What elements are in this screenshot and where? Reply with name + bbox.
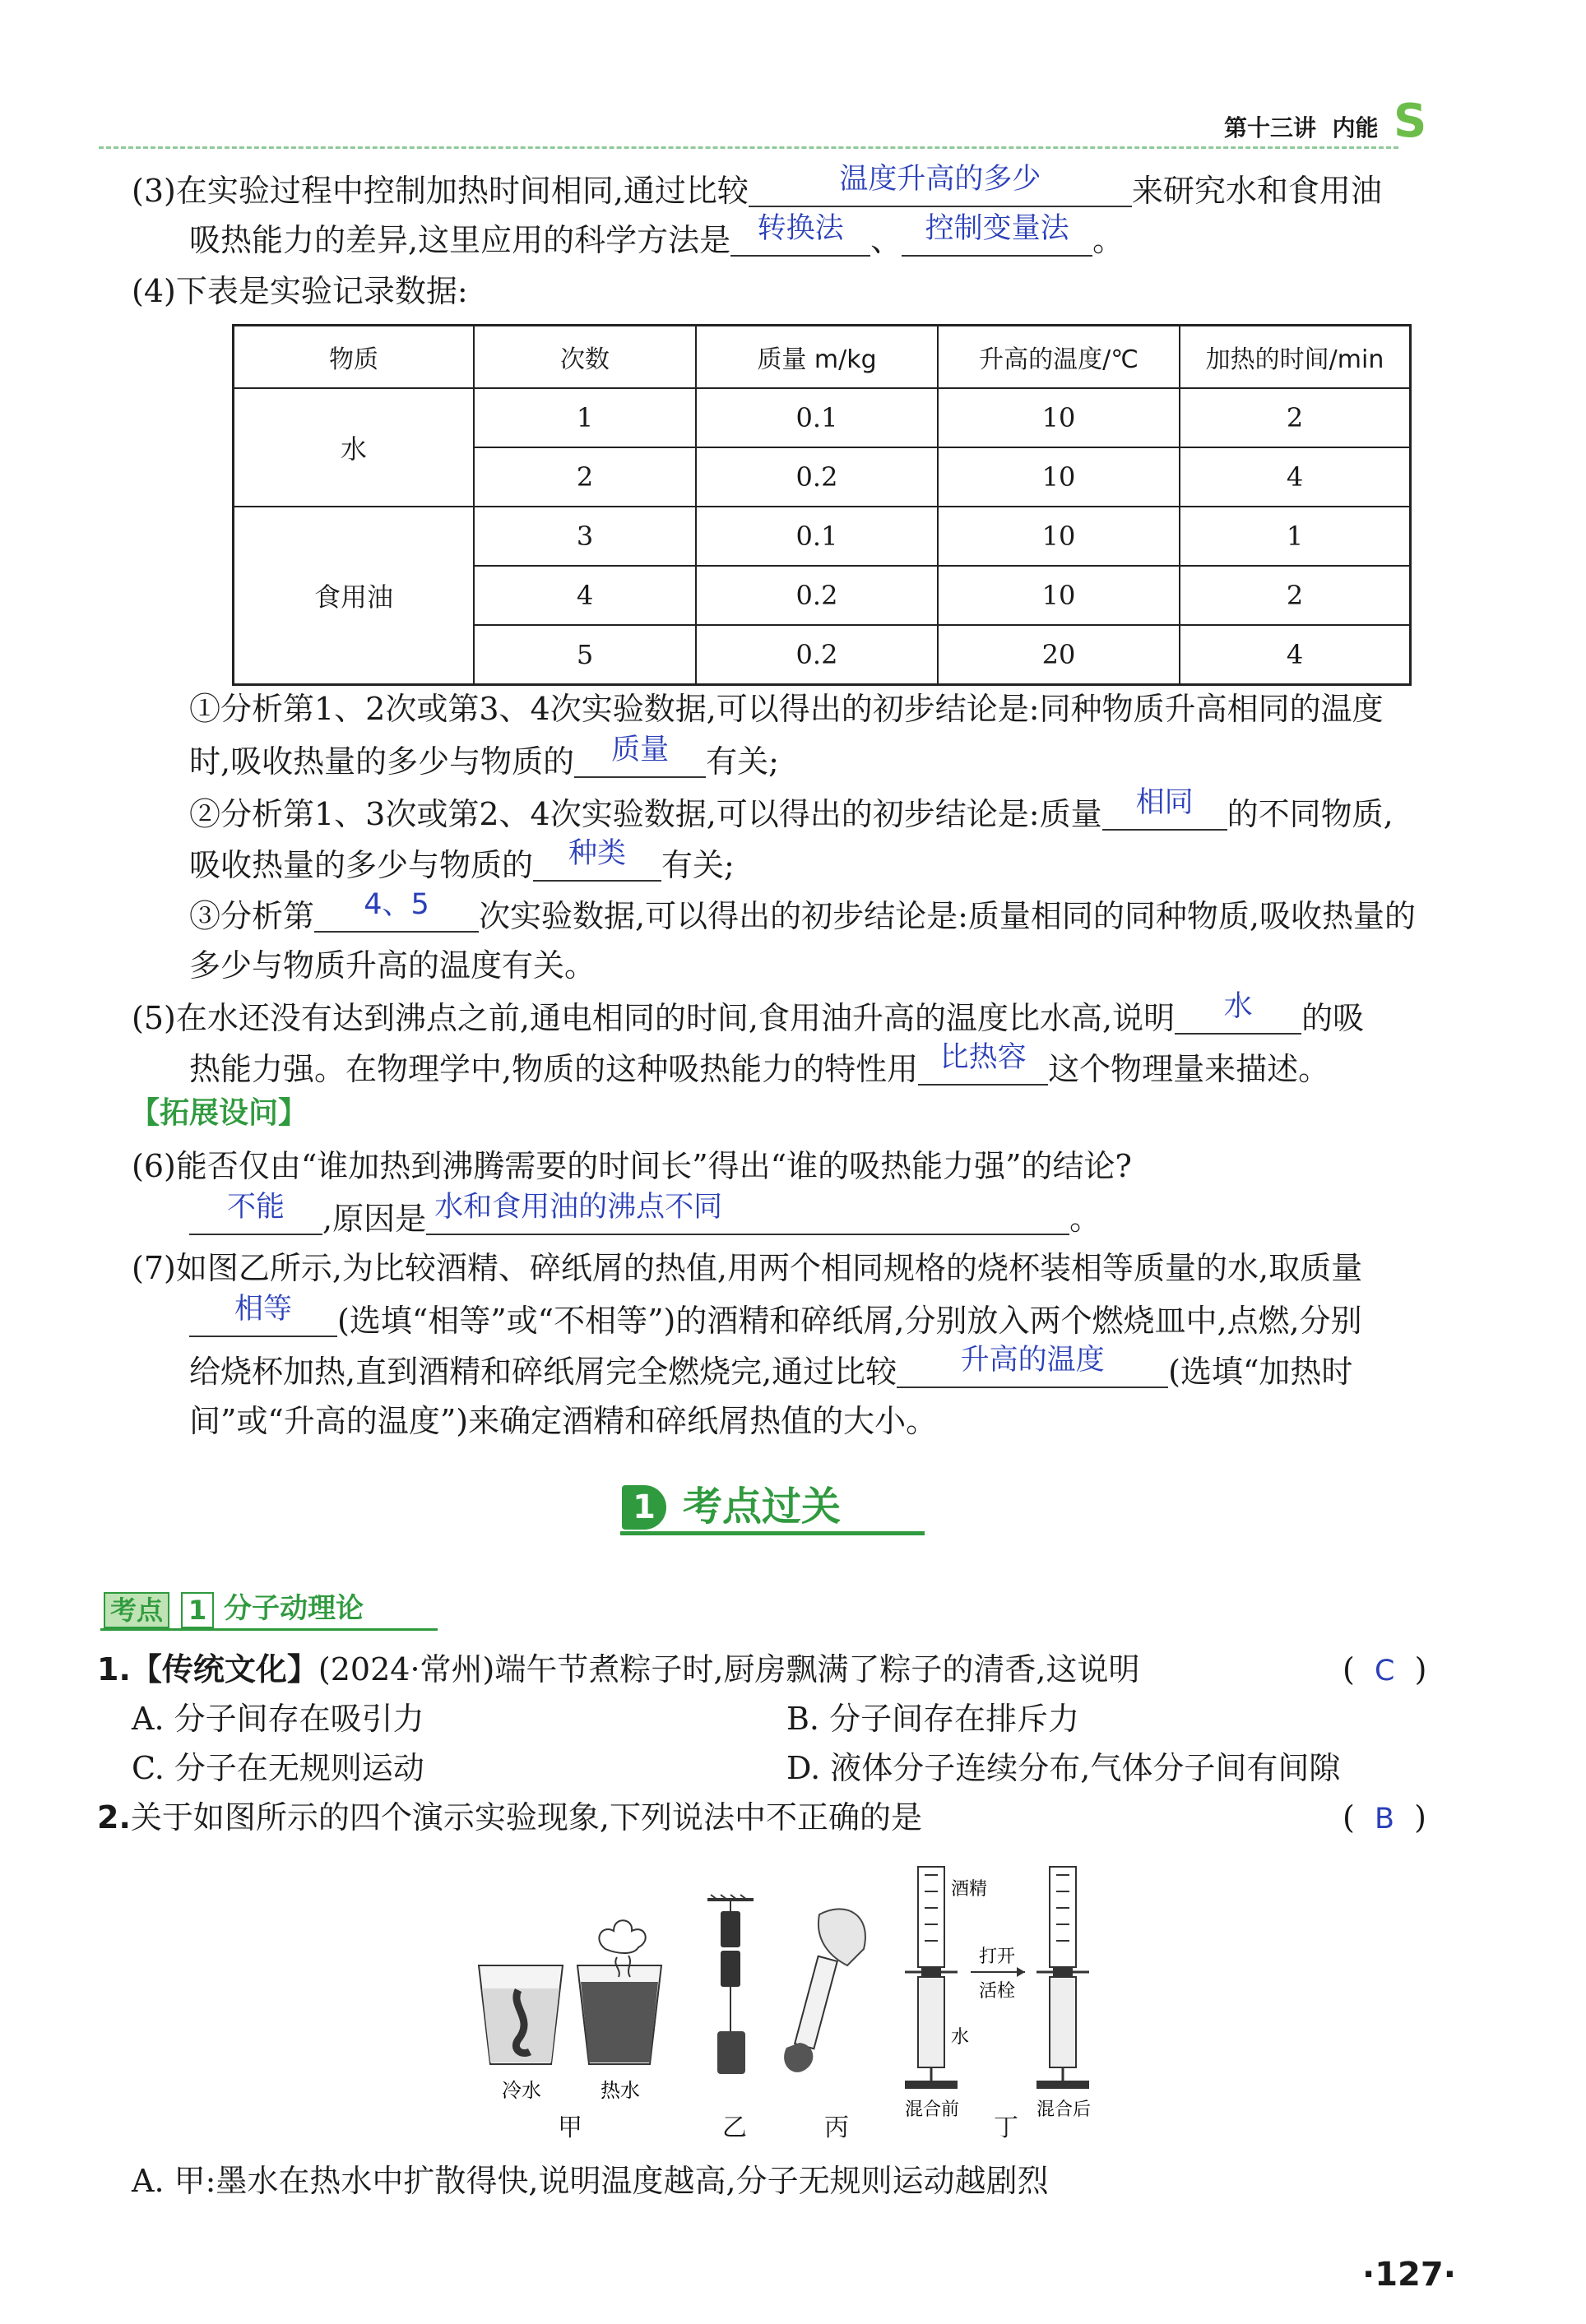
table-cell: 10 (938, 388, 1180, 447)
table-cell: 0.2 (696, 625, 938, 685)
mcq2-answer-bracket: ( B ) (1343, 1799, 1426, 1836)
c2-line2: 吸收热量的多少与物质的 种类 有关; (189, 837, 735, 883)
mcq2-stem: 2.关于如图所示的四个演示实验现象,下列说法中不正确的是 (97, 1799, 922, 1836)
q7-line1: (7)如图乙所示,为比较酒精、碎纸屑的热值,用两个相同规格的烧杯装相等质量的水,取质量 (132, 1250, 1363, 1286)
table-cell: 10 (938, 566, 1180, 625)
table-cell: 0.1 (696, 388, 938, 447)
q3-answer-2: 转换法 (757, 212, 844, 245)
q5-blank-2 (918, 1041, 1048, 1086)
label-open: 打开 (979, 1947, 1016, 1967)
q5-answer-2: 比热容 (939, 1041, 1027, 1074)
table-cell: 0.2 (696, 447, 938, 507)
mcq2-option-a: A. 甲:墨水在热水中扩散得快,说明温度越高,分子无规则运动越剧烈 (132, 2163, 1049, 2199)
mcq1-answer: C (1374, 1655, 1395, 1687)
mcq1-answer-bracket: ( C ) (1343, 1651, 1427, 1687)
table-cell: 4 (1180, 447, 1411, 507)
burette-before (905, 1867, 958, 2089)
table-header: 物质 (234, 326, 475, 389)
table-cell: 1 (1180, 507, 1411, 566)
header-rule (99, 146, 1398, 149)
label-before: 混合前 (905, 2099, 960, 2120)
q5-line1: (5)在水还没有达到沸点之前,通电相同的时间,食用油升高的温度比水高,说明 水 的吸 (132, 990, 1365, 1036)
burette-after (1036, 1867, 1089, 2089)
q3-line2: 吸热能力的差异,这里应用的科学方法是 转换法 、 控制变量法 。 (189, 212, 1125, 258)
chapter-label (1224, 110, 1379, 143)
mcq1-option-b: B. 分子间存在排斥力 (786, 1701, 1080, 1737)
table-cell: 4 (1180, 625, 1411, 685)
section-underline (620, 1531, 925, 1535)
mcq1-stem: 1.【传统文化】(2024·常州)端午节煮粽子时,厨房飘满了粽子的清香,这说明 (97, 1651, 1140, 1687)
table-header: 次数 (474, 326, 696, 389)
q6-line2: 不能 ,原因是 水和食用油的沸点不同 。 (189, 1201, 1101, 1235)
chapter-topic: 内能 (1332, 114, 1379, 141)
c1-answer: 质量 (611, 734, 670, 766)
page-number: ·127· (1362, 2256, 1456, 2294)
table-cell: 4 (474, 566, 696, 625)
q4-intro: (4)下表是实验记录数据: (132, 273, 468, 309)
label-hot-water: 热水 (601, 2079, 640, 2102)
q5-blank-1 (1175, 990, 1301, 1035)
c2-blank-2 (533, 837, 661, 882)
c2-line1: ②分析第1、3次或第2、4次实验数据,可以得出的初步结论是:质量 相同 的不同物质, (189, 786, 1394, 832)
table-cell-substance: 水 (234, 388, 475, 507)
extension-title: 【拓展设问】 (130, 1096, 308, 1130)
q3-answer-3: 控制变量法 (925, 212, 1069, 245)
c2-blank-1 (1102, 786, 1227, 831)
c1-line2: 时,吸收热量的多少与物质的 质量 有关; (189, 734, 779, 780)
q7-line2: 相等 (选填“相等”或“不相等”)的酒精和碎纸屑,分别放入两个燃烧皿中,点燃,分别 (189, 1303, 1362, 1337)
q6-line1: (6)能否仅由“谁加热到沸腾需要的时间长”得出“谁的吸热能力强”的结论? (132, 1148, 1132, 1184)
label-valve: 活栓 (979, 1981, 1016, 2002)
c2-answer-1: 相同 (1135, 786, 1194, 819)
point-number: 1 (181, 1592, 214, 1628)
mcq1-option-d: D. 液体分子连续分布,气体分子间有间隙 (786, 1750, 1341, 1786)
beaker-hot (577, 1920, 661, 2064)
table-cell: 3 (474, 507, 696, 566)
label-after: 混合后 (1036, 2099, 1092, 2120)
table-cell: 10 (938, 447, 1180, 507)
label-alcohol: 酒精 (951, 1879, 988, 1900)
q6-answer-1: 不能 (226, 1191, 285, 1224)
table-cell: 20 (938, 625, 1180, 685)
table-cell: 0.1 (696, 507, 938, 566)
point-label: 考点 (104, 1592, 169, 1628)
q6-answer-2: 水和食用油的沸点不同 (434, 1191, 723, 1224)
table-cell: 2 (1180, 388, 1411, 447)
section-title: 考点过关 (683, 1484, 842, 1530)
table-header: 加热的时间/min (1180, 326, 1411, 389)
lead-blocks (707, 1895, 754, 2074)
caption-yi: 乙 (722, 2113, 747, 2142)
table-row (234, 388, 1411, 447)
table-header: 升高的温度/℃ (938, 326, 1180, 389)
section-icon: 1 (622, 1485, 666, 1530)
section-heading (620, 1480, 925, 1539)
c3-blank (314, 888, 479, 933)
q5-answer-1: 水 (1223, 990, 1253, 1023)
q7-answer-2: 升高的温度 (960, 1344, 1105, 1377)
caption-ding: 丁 (994, 2113, 1018, 2142)
table-row (234, 507, 1411, 566)
point-heading (100, 1587, 438, 1630)
q6-blank-2 (426, 1191, 1069, 1235)
caption-bing: 丙 (824, 2113, 849, 2142)
q3-blank-3 (902, 212, 1092, 257)
experiment-figure (461, 1842, 1135, 2146)
c1-blank (574, 734, 706, 778)
table-header: 质量 m/kg (696, 326, 938, 389)
c3-line1: ③分析第 4、5 次实验数据,可以得出的初步结论是:质量相同的同种物质,吸收热量的 (189, 888, 1416, 934)
mcq2-answer: B (1374, 1803, 1394, 1836)
table-cell: 0.2 (696, 566, 938, 625)
table-cell: 2 (1180, 566, 1411, 625)
table-header-row (234, 326, 1411, 389)
q6-blank-1 (189, 1191, 322, 1235)
table-cell: 5 (474, 625, 696, 685)
c3-line2: 多少与物质升高的温度有关。 (189, 947, 596, 984)
chapter-number: 第十三讲 (1224, 114, 1317, 141)
point-title: 分子动理论 (224, 1592, 364, 1625)
table-cell: 1 (474, 388, 696, 447)
q3-blank-2 (730, 212, 870, 257)
q3-line1: (3)在实验过程中控制加热时间相同,通过比较 温度升高的多少 来研究水和食用油 (132, 163, 1382, 209)
q7-line3: 给烧杯加热,直到酒精和碎纸屑完全燃烧完,通过比较 升高的温度 (选填“加热时 (189, 1344, 1353, 1390)
q7-blank-2 (897, 1344, 1168, 1388)
table-cell-substance: 食用油 (234, 507, 475, 685)
c3-answer: 4、5 (364, 888, 429, 921)
mcq1-tag: 【传统文化】 (130, 1651, 318, 1687)
q7-answer-1: 相等 (234, 1293, 292, 1326)
q3-answer-1: 温度升高的多少 (839, 163, 1041, 196)
q7-blank-1 (189, 1293, 337, 1337)
caption-jia: 甲 (558, 2113, 582, 2142)
arrow-open-valve (971, 1967, 1025, 1977)
table-cell: 10 (938, 507, 1180, 566)
label-water: 水 (951, 2027, 970, 2048)
mcq1-option-c: C. 分子在无规则运动 (132, 1750, 424, 1786)
q5-line2: 热能力强。在物理学中,物质的这种吸热能力的特性用 比热容 这个物理量来描述。 (189, 1041, 1330, 1087)
header-logo: S (1394, 95, 1427, 148)
q3-blank-1 (749, 163, 1132, 207)
point-underline (100, 1628, 438, 1631)
mcq1-option-a: A. 分子间存在吸引力 (132, 1701, 424, 1737)
c2-answer-2: 种类 (568, 837, 627, 870)
table-cell: 2 (474, 447, 696, 507)
q7-line4: 间”或“升高的温度”)来确定酒精和碎纸屑热值的大小。 (189, 1403, 938, 1439)
c1-line1: ①分析第1、2次或第3、4次实验数据,可以得出的初步结论是:同种物质升高相同的温度 (189, 691, 1384, 727)
beaker-cold (479, 1965, 563, 2064)
data-table (232, 324, 1412, 686)
label-cold-water: 冷水 (502, 2079, 541, 2102)
syringe (784, 1909, 865, 2072)
